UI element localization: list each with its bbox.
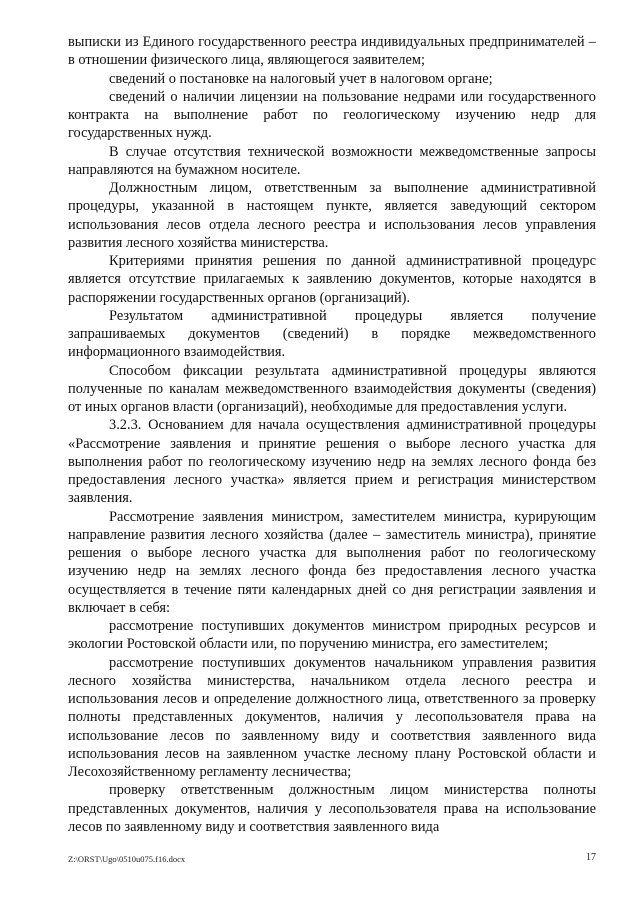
paragraph: 3.2.3. Основанием для начала осуществления административной процедуры «Рассмотрение заявления и принятие решения о выборе лесного участка для выполнения работ по геологическому изучению недр на землях лесного фонда без предоставления лесного участка» является прием и регистрация министерством заявления. <box>68 417 596 507</box>
paragraph: В случае отсутствия технической возможности межведомственные запросы направляются на бумажном носителе. <box>68 143 596 178</box>
paragraph: рассмотрение поступивших документов министром природных ресурсов и экологии Ростовской области или, по поручению министра, его заместителем; <box>68 618 596 653</box>
paragraph: сведений о постановке на налоговый учет в налоговом органе; <box>109 70 493 87</box>
paragraph: Критериями принятия решения по данной административной процедурс является отсутствие прилагаемых к заявлению документов, которые находятся в распоряжении государственных органов (организаций). <box>68 253 596 306</box>
paragraph: Способом фиксации результата административной процедуры являются полученные по каналам межведомственного взаимодействия документы (сведения) от иных органов власти (организаций), необходимые для предоставления услуги. <box>68 362 596 415</box>
page-number: 17 <box>586 852 596 863</box>
document-page <box>68 33 596 836</box>
paragraph: выписки из Единого государственного реестра индивидуальных предпринимателей – в отношении физического лица, являющегося заявителем; <box>68 34 596 69</box>
footer-file-path: Z:\ORST\Ugo\0510u075.f16.docx <box>68 854 186 864</box>
paragraph: рассмотрение поступивших документов начальником управления развития лесного хозяйства министерства, начальником отдела лесного реестра и использования лесов и определение должностного лица, ответственного за проверку полноты представленных документов, наличия у лесопользователя права на использование лесов по заявленному виду и соответствия заявленного вида использования лесов на заявленном участке лесному плану Ростовской области и Лесохозяйственному регламенту лесничества; <box>68 654 596 780</box>
paragraph: Результатом административной процедуры является получение запрашиваемых документов (сведений) в порядке межведомственного информационного взаимодействия. <box>68 307 596 361</box>
paragraph: Должностным лицом, ответственным за выполнение административной процедуры, указанной в настоящем пункте, является заведующий сектором использования лесов отдела лесного реестра и использования лесов управления развития лесного хозяйства министерства. <box>68 180 596 251</box>
paragraph: Рассмотрение заявления министром, заместителем министра, курирующим направление развития лесного хозяйства (далее – заместитель министра), принятие решения о выборе лесного участка для выполнения работ по геологическому изучению недр на землях лесного фонда без предоставления лесного участка осуществляется в течение пяти календарных дней со дня регистрации заявления и включает в себя: <box>68 508 596 616</box>
paragraph: сведений о наличии лицензии на пользование недрами или государственного контракта на выполнение работ по геологическому изучению недр для государственных нужд. <box>68 88 596 142</box>
paragraph: проверку ответственным должностным лицом министерства полноты представленных документов, наличия у лесопользователя права на использование лесов по заявленному виду и соответствия заявленного вида <box>68 782 596 835</box>
